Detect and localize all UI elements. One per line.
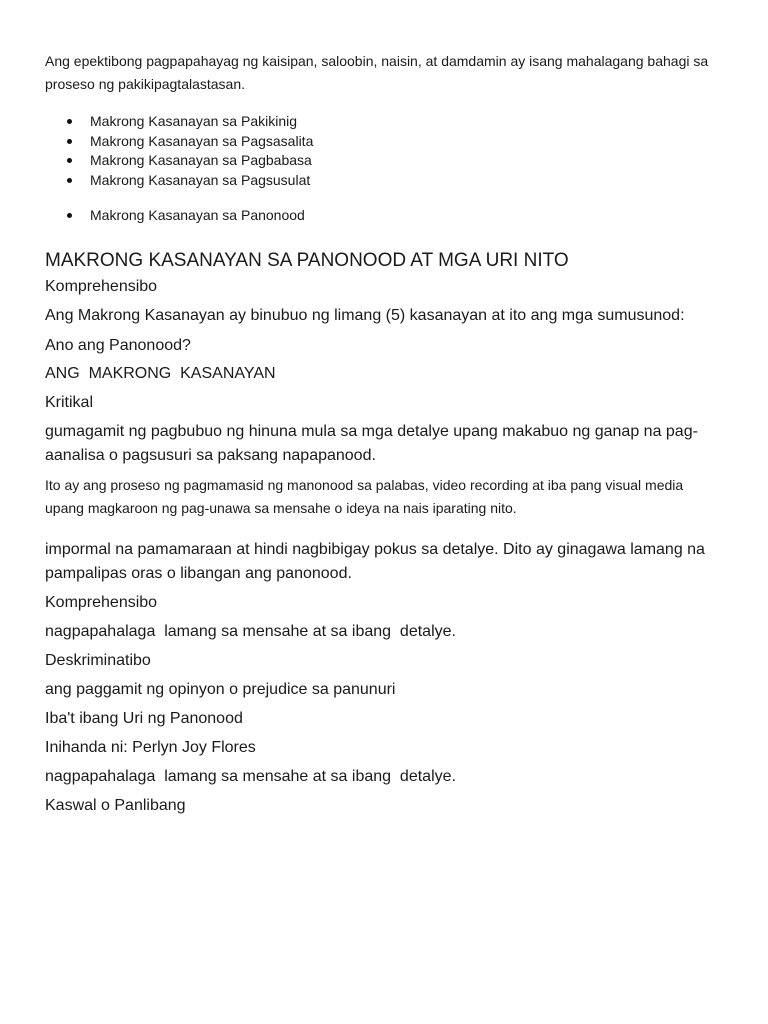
text-line: Inihanda ni: Perlyn Joy Flores bbox=[45, 739, 256, 756]
text-line: Ano ang Panonood? bbox=[45, 337, 191, 354]
text-paragraph: impormal na pamamaraan at hindi nagbibigay pokus sa detalye. Dito ay ginagawa lamang na pampalipas oras o libangan ang panonood. bbox=[45, 541, 705, 582]
text-line: Ang Makrong Kasanayan ay binubuo ng limang (5) kasanayan at ito ang mga sumusunod: bbox=[45, 307, 685, 324]
list-item: Makrong Kasanayan sa Pagsusulat bbox=[45, 171, 313, 191]
text-line: ANG MAKRONG KASANAYAN bbox=[45, 365, 276, 382]
text-line: Komprehensibo bbox=[45, 594, 158, 611]
text-paragraph: gumagamit ng pagbubuo ng hinuna mula sa mga detalye upang makabuo ng ganap na pag-aanalisa o pagsusuri sa paksang napapanood. bbox=[45, 423, 698, 464]
text-paragraph: Ito ay ang proseso ng pagmamasid ng manonood sa palabas, video recording at iba pang visual media upang magkaroon ng pag-unawa sa mensahe o ideya na nais iparating nito. bbox=[45, 477, 684, 516]
skills-list bbox=[45, 112, 313, 190]
text-line: Kritikal bbox=[45, 394, 94, 411]
text-line: nagpapahalaga lamang sa mensahe at sa ibang detalye. bbox=[45, 623, 456, 640]
text-line: Iba't ibang Uri ng Panonood bbox=[45, 710, 243, 727]
list-item: Makrong Kasanayan sa Pakikinig bbox=[45, 112, 313, 132]
list-item: Makrong Kasanayan sa Panonood bbox=[45, 206, 305, 226]
list-item: Makrong Kasanayan sa Pagbabasa bbox=[45, 151, 313, 171]
text-line: nagpapahalaga lamang sa mensahe at sa ibang detalye. bbox=[45, 768, 456, 785]
text-line: Deskriminatibo bbox=[45, 652, 151, 669]
list-item: Makrong Kasanayan sa Pagsasalita bbox=[45, 132, 313, 152]
text-line: Komprehensibo bbox=[45, 278, 158, 295]
text-line: ang paggamit ng opinyon o prejudice sa panunuri bbox=[45, 681, 396, 698]
intro-paragraph: Ang epektibong pagpapahayag ng kaisipan, saloobin, naisin, at damdamin ay isang mahalagang bahagi sa proseso ng pakikipagtalastasan. bbox=[45, 53, 709, 92]
section-heading: MAKRONG KASANAYAN SA PANONOOD AT MGA URI NITO bbox=[45, 250, 569, 271]
text-line: Kaswal o Panlibang bbox=[45, 797, 186, 814]
skills-list-extra bbox=[45, 206, 305, 226]
